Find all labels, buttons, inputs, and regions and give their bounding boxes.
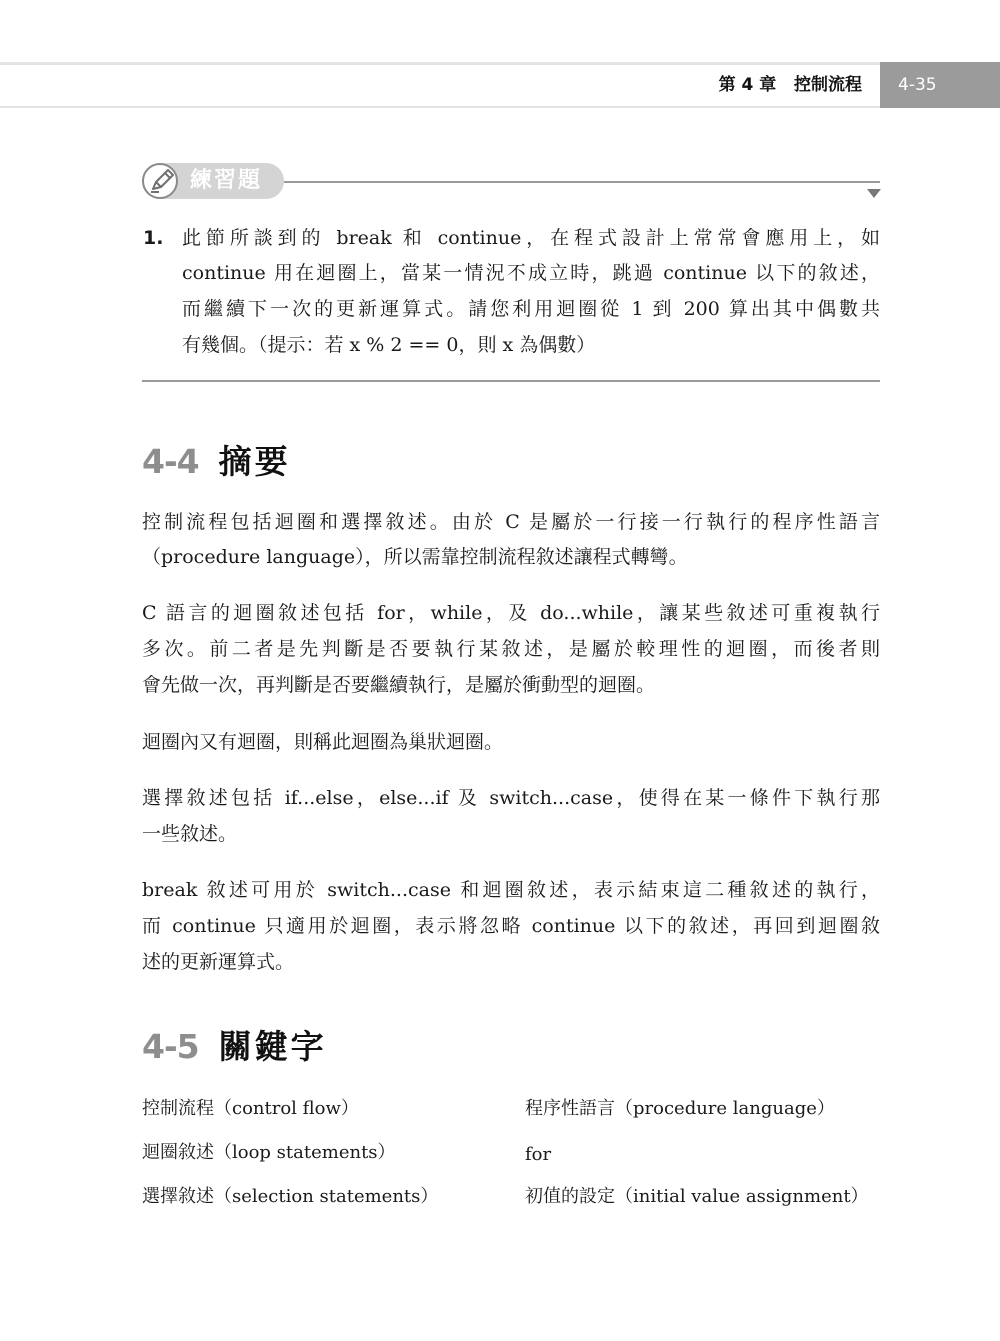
paragraph-line: 一些敘述。 <box>142 823 238 845</box>
paragraph-line: 選擇敘述包括 if...else，else...if 及 switch...case，使得在某一條件下執行那 <box>142 787 880 809</box>
pencil-icon <box>142 163 178 199</box>
keyword-item: 程序性語言（procedure language） <box>525 1098 835 1119</box>
exercise-line: continue 用在迴圈上，當某一情況不成立時，跳過 continue 以下的敘述， <box>182 262 880 284</box>
keyword-item: 控制流程（control flow） <box>142 1098 359 1119</box>
section-heading-summary <box>142 442 291 482</box>
paragraph-line: 述的更新運算式。 <box>142 951 295 973</box>
exercise-line: 此節所談到的 break 和 continue，在程式設計上常常會應用上，如 <box>182 227 880 249</box>
exercise-bottom-rule <box>142 380 880 382</box>
section-heading-keywords <box>142 1027 327 1067</box>
exercise-number: 1. <box>143 227 164 249</box>
paragraph-line: 會先做一次，再判斷是否要繼續執行，是屬於衝動型的迴圈。 <box>142 674 656 696</box>
section-number: 4-4 <box>142 442 199 481</box>
exercise-label: 練習題 <box>190 168 263 193</box>
keyword-item: 初值的設定（initial value assignment） <box>525 1186 869 1207</box>
exercise-badge <box>142 163 284 199</box>
paragraph-line: 迴圈內又有迴圈，則稱此迴圈為巢狀迴圈。 <box>142 731 504 753</box>
exercise-line: 有幾個。（提示：若 x % 2 == 0，則 x 為偶數） <box>182 334 596 356</box>
keyword-item: 選擇敘述（selection statements） <box>142 1186 439 1207</box>
exercise-line: 而繼續下一次的更新運算式。請您利用迴圈從 1 到 200 算出其中偶數共 <box>182 298 880 320</box>
header-bottom-rule <box>0 106 880 108</box>
section-title: 關鍵字 <box>218 1027 327 1066</box>
exercise-rule <box>284 181 880 183</box>
paragraph-line: C 語言的迴圈敘述包括 for，while，及 do...while，讓某些敘述可重複執行 <box>142 602 880 624</box>
section-number: 4-5 <box>142 1027 199 1066</box>
keyword-item: for <box>525 1144 552 1165</box>
page-number: 4-35 <box>880 62 1000 108</box>
chapter-title: 第 4 章 控制流程 <box>718 75 862 95</box>
paragraph-line: 而 continue 只適用於迴圈，表示將忽略 continue 以下的敘述，再回到迴圈敘 <box>142 915 880 937</box>
keyword-item: 迴圈敘述（loop statements） <box>142 1142 396 1163</box>
paragraph-line: break 敘述可用於 switch...case 和迴圈敘述，表示結束這二種敘述的執行， <box>142 879 880 901</box>
header-top-rule <box>0 62 880 65</box>
paragraph-line: 控制流程包括迴圈和選擇敘述。由於 C 是屬於一行接一行執行的程序性語言 <box>142 511 880 533</box>
paragraph-line: 多次。前二者是先判斷是否要執行某敘述，是屬於較理性的迴圈，而後者則 <box>142 638 880 660</box>
paragraph-line: （procedure language），所以需靠控制流程敘述讓程式轉彎。 <box>142 546 688 568</box>
section-title: 摘要 <box>218 442 291 481</box>
triangle-down-icon <box>867 189 881 198</box>
